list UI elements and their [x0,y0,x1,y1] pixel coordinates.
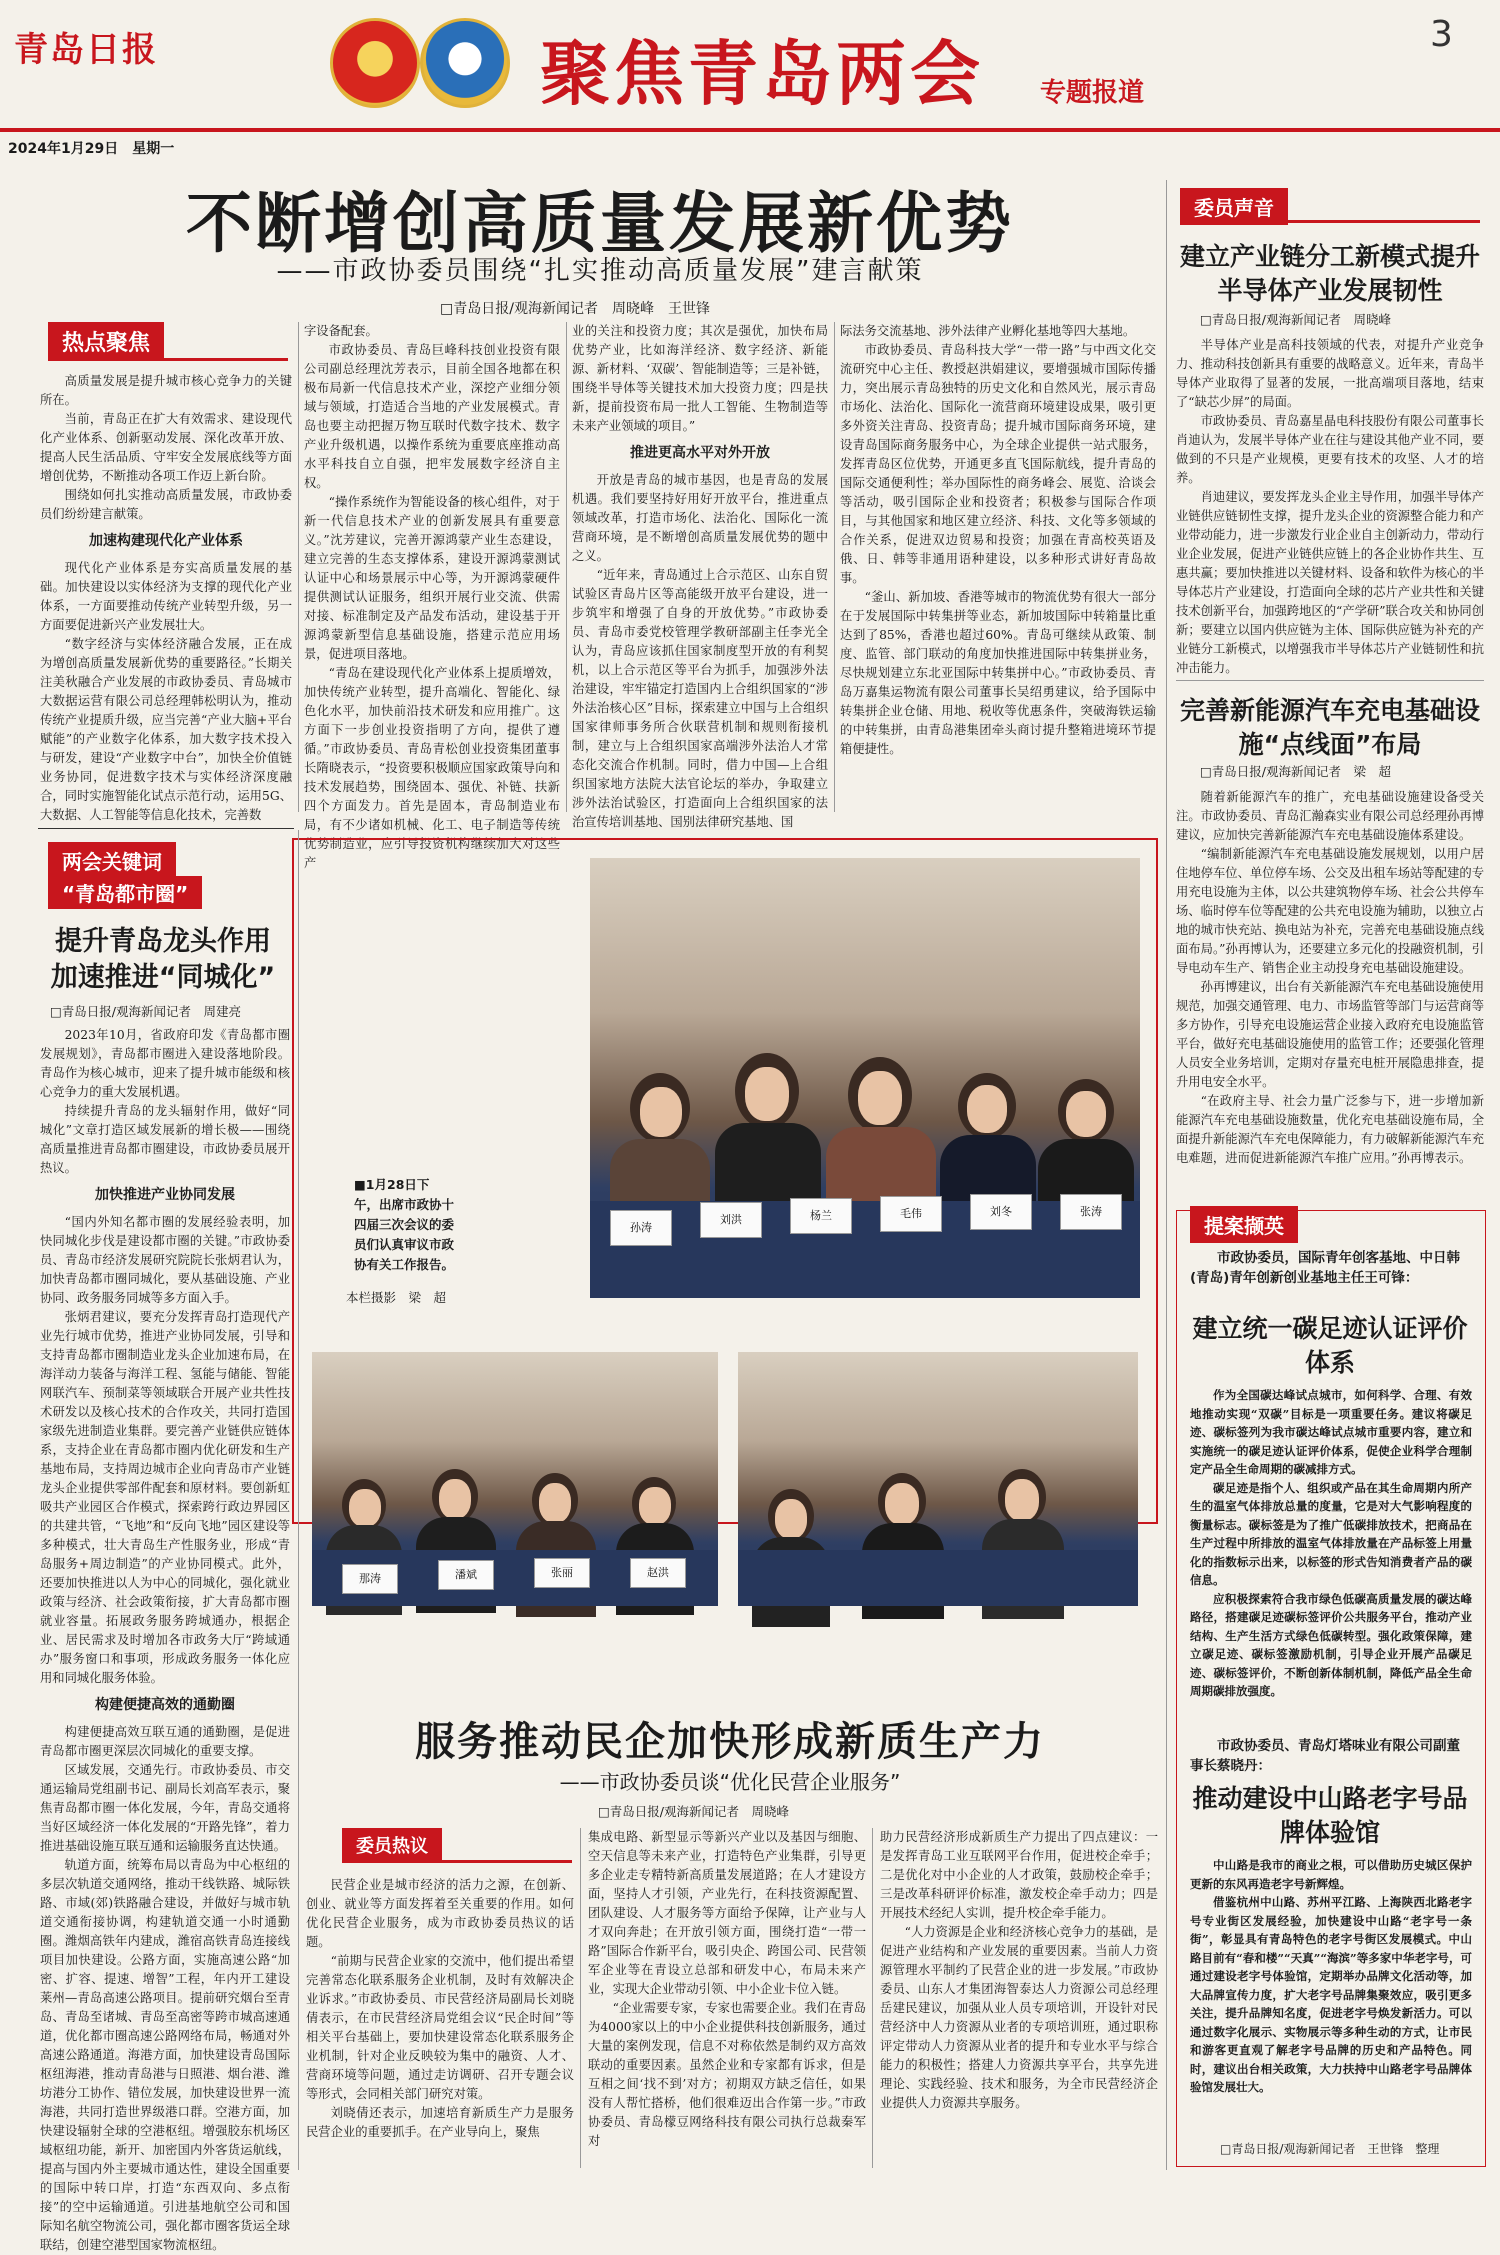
voices-rule [1180,220,1480,223]
paragraph: “国内外知名都市圈的发展经验表明，加快同城化步伐是建设都市圈的关键。”市政协委员、青岛市经济发展研究院院长张炳君认为，加快青岛都市圈同城化，要从基础设施、产业协同、政务服务同城等多方面入手。 [40,1215,290,1305]
paragraph: 围绕如何扎实推动高质量发展，市政协委员们纷纷建言献策。 [40,488,292,521]
photo-caption: ■1月28日下午，出席市政协十四届三次会议的委员们认真审议市政协有关工作报告。 [354,1177,455,1272]
keyword-byline: □青岛日报/观海新闻记者 周建亮 [50,1004,242,1019]
lead-column-3 [572,322,828,829]
section-rule [1176,680,1484,681]
paragraph: “编制新能源汽车充电基础设施发展规划，以用户居住地停车位、单位停车场、公交及出租车场站等配建的专用充电设施为主体，以公共建筑物停车场、社会公共停车场、临时停车位等配建的公共充电设施为辅助，以独立占地的城市快充站、换电站为补充，完善充电基础设施点线面布局。”孙再博认为，还要建立多元化的投融资机制，引导电动车生产、销售企业主动投身充电基础设施建设。 [1176,847,1484,975]
name-card: 张涛 [1060,1194,1122,1230]
proposal-2-author: 市政协委员、青岛灯塔味业有限公司副董事长蔡晓丹： [1190,1738,1460,1774]
lead-column-2 [304,322,560,870]
name-card: 张丽 [534,1558,590,1588]
subheading: 加快推进产业协同发展 [95,1187,235,1203]
column-divider [566,322,567,812]
paragraph: 助力民营经济形成新质生产力提出了四点建议：一是发挥青岛工业互联网平台作用，促进校企牵手；二是优化对中小企业的人才政策，鼓励校企牵手；三是改革科研评价标准，激发校企牵手动力；四是开展技术经纪人实训，提升校企牵手能力。 [880,1830,1158,1920]
header-rule [0,128,1500,132]
voices-article-2-byline: □青岛日报/观海新闻记者 梁 超 [1200,764,1392,779]
paragraph: “人力资源是企业和经济核心竞争力的基础，是促进产业结构和产业发展的重要因素。当前人力资源管理水平制约了民营企业的进一步发展。”市政协委员、山东人才集团海智泰达人力资源公司总经理岳建民建议，加强从业人员专项培训，开设针对民营经济中人力资源从业者的专项培训班，通过职称评定带动人力资源从业者的提升和专业水平与综合能力的积极性；搭建人力资源共享平台，共享先进理论、实践经验、技术和服务，为全市民营经济企业提供人力资源共享服务。 [880,1925,1158,2110]
name-card: 毛伟 [880,1196,942,1232]
paragraph: “数字经济与实体经济融合发展，正在成为增创高质量发展新优势的重要路径。”长期关注美秋融合产业发展的市政协委员、青岛城市大数据运营有限公司总经理韩松明认为，推动传统产业提质升级，应当完善“产业大脑+平台赋能”的产业数字化体系，加大数字技术投入与研发，建设“产业数字中台”，加快全价值链业务协同，促进数字技术与实体经济深度融合，同时实施智能化试点示范行动，运用5G、大数据、人工智能等信息化技术，完善数 [40,637,292,822]
keyword-tag: 两会关键词 [48,842,176,879]
subheading: 构建便捷高效的通勤圈 [95,1697,235,1713]
paragraph: 区域发展，交通先行。市政协委员、市交通运输局党组副书记、副局长刘高军表示，聚焦青岛都市圈一体化发展，今年，青岛交通将当好区域经济一体化发展的“开路先锋”，着力推进基础设施互联互通和运输服务直达快通。 [40,1763,290,1853]
private-column-1 [306,1876,574,2166]
lead-byline: □青岛日报/观海新闻记者 周晓峰 王世锋 [440,301,710,317]
column-divider [1166,180,1167,2170]
section-rule [38,828,294,829]
paragraph: 碳足迹是指个人、组织或产品在其生命周期内所产生的温室气体排放总量的度量，它是对大气影响程度的衡量标志。碳标签是为了推广低碳排放技术，把商品在生产过程中所排放的温室气体排放量在产品标签上用量化的指数标示出来，以标签的形式告知消费者产品的碳信息。 [1190,1480,1472,1587]
paragraph: 开放是青岛的城市基因，也是青岛的发展机遇。我们要坚持好用好开放平台，推进重点领域改革，打造市场化、法治化、国际化一流营商环境，是不断增创高质量发展优势的题中之义。 [572,473,828,563]
left-photo [312,1352,718,1606]
voices-tag: 委员声音 [1180,188,1288,225]
paragraph: 市政协委员、青岛科技大学“一带一路”与中西文化交流研究中心主任、教授赵洪娟建议，要增强城市国际传播力，突出展示青岛独特的历史文化和自然风光，展示青岛市场化、法治化、国际化一流营商环境建设成果，吸引更多外资关注青岛、投资青岛；提升城市国际商务环境，建设青岛国际商务服务中心，为全球企业提供一站式服务，发挥青岛区位优势，开通更多直飞国际航线，提升青岛的国际交通便利性；举办国际性的商务峰会、展览、洽谈会等活动，吸引国际企业和投资者；积极参与国际合作项目，与其他国家和地区建立经济、科技、文化等多领域的合作关系，促进双边贸易和投资；加强在青高校英语及俄、日、韩等非通用语种建设，以多种形式讲好青岛故事。 [840,343,1156,585]
page-number: 3 [1430,14,1453,55]
private-tag: 委员热议 [342,1828,442,1862]
section-banner: 聚焦青岛两会 [540,32,984,115]
paragraph: “企业需要专家，专家也需要企业。我们在青岛为4000家以上的中小企业提供科技创新服务，通过大量的案例发现，信息不对称依然是制约双方高效联动的重要因素。虽然企业和专家都有诉求，但是互相之间‘找不到’对方；初期双方缺乏信任，如果没有人帮忙搭桥，他们很难迈出合作第一步。”市政协委员、青岛檬豆网络科技有限公司执行总裁秦军对 [588,2001,866,2148]
lead-title: 不断增创高质量发展新优势 [186,185,1014,262]
column-divider [872,1828,873,2168]
conference-table [738,1550,1138,1606]
column-divider [298,830,299,2170]
paragraph: 孙再博建议，出台有关新能源汽车充电基础设施使用规范，加强交通管理、电力、市场监管等部门与运营商等多方协作，引导充电设施运营企业接入政府充电设施监管平台，做好充电基础设施使用的监管工作；还要强化管理人员安全业务培训，定期对存量充电桩开展隐患排查，提升用电安全水平。 [1176,980,1484,1089]
column-divider [580,1828,581,2168]
private-rule [342,1860,572,1863]
proposal-2-title: 推动建设中山路老字号品牌体验馆 [1192,1784,1468,1847]
paragraph: “操作系统作为智能设备的核心组件，对于新一代信息技术产业的创新发展具有重要意义。”沈芳建议，完善开源鸿蒙产业生态建设，建立完善的生态支撑体系，建设开源鸿蒙测试认证中心和场景展示中心等，为开源鸿蒙硬件提供测试认证服务，组织开展行业交流、供需对接、标准制定及产品发布活动，建设基于开源鸿蒙新型信息基础设施，搭建示范应用场景，促进项目落地。 [304,495,560,661]
paragraph: 市政协委员、青岛嘉星晶电科技股份有限公司董事长肖迪认为，发展半导体产业在往与建设其他产业不同，要做到的不只是产业规模，更要有技术的攻坚、人才的培养。 [1176,414,1484,485]
paragraph: 集成电路、新型显示等新兴产业以及基因与细胞、空天信息等未来产业，打造特色产业集群，引导更多企业走专精特新高质量发展道路；在人才建设方面，坚持人才引领，产业先行，在科技资源配置、团队建设、人才服务等方面给予保障，让产业与人才双向奔赴；在开放引领方面，围绕打造“一带一路”国际合作新平台，吸引央企、跨国公司、民营领军企业等在青设立总部和研发中心，布局未来产业，实现大企业带动引领、中小企业卡位入链。 [588,1830,866,1996]
lead-subtitle: ——市政协委员围绕“扎实推动高质量发展”建言献策 [276,256,924,286]
voices-article-2-body [1176,788,1484,1208]
voices-article-1-title: 建立产业链分工新模式提升半导体产业发展韧性 [1180,242,1481,305]
paragraph: “青岛在建设现代化产业体系上提质增效，加快传统产业转型，提升高端化、智能化、绿色化水平，加快前沿技术研发和应用推广。这方面下一步创业投资指明了方向，提供了遵循。”市政协委员、青岛青松创业投资集团董事长隋晓表示，“投资要积极顺应国家政策导向和技术发展趋势，围绕固本、强优、补链、扶新四个方面发力。首先是固本，青岛制造业布局，有不少诸如机械、化工、电子制造等传统优势制造业，应引导投资机构继续加大对这些产 [304,666,560,870]
paragraph: “釜山、新加坡、香港等城市的物流优势有很大一部分在于发展国际中转集拼等业态，新加坡国际中转箱量比重达到了85%，香港也超过60%。青岛可继续从政策、制度、监管、部门联动的角度加快推进国际中转集拼业务，尽快规划建立东北亚国际中转集拼中心。”市政协委员、青岛万嘉集运物流有限公司董事长吴绍勇建议，给予国际中转集拼企业仓储、用地、税收等优惠条件，突破海铁运输的中转集拼，由青岛港集团牵头商讨提升整箱进境环节提箱便捷性。 [840,590,1156,756]
private-byline: □青岛日报/观海新闻记者 周晓峰 [598,1804,790,1819]
private-subtitle: ——市政协委员谈“优化民营企业服务” [559,1770,901,1794]
voices-article-2-title: 完善新能源汽车充电基础设施“点线面”布局 [1180,696,1481,759]
right-photo [738,1352,1138,1606]
special-report-label: 专题报道 [1040,78,1145,108]
subheading: 推进更高水平对外开放 [630,445,770,461]
name-card: 刘洪 [700,1202,762,1238]
hot-topic-rule [48,358,288,361]
paragraph: 持续提升青岛的龙头辐射作用，做好“同城化”文章打造区域发展新的增长极——围绕高质量推进青岛都市圈建设，市政协委员展开热议。 [40,1104,290,1175]
cppcc-emblem-icon [420,18,510,108]
paragraph: 肖迪建议，要发挥龙头企业主导作用，加强半导体产业链供应链韧性支撑，提升龙头企业的资源整合能力和产业带动能力，进一步激发行业企业自主创新动力，带动行业企业发展，促进产业链供应链上的各企业协作共生、互惠共赢；要加快推进以关键材料、设备和软件为核心的半导体芯片产业建设，打造面向全球的芯片产业共性和关键技术创新平台，加强跨地区的“产学研”联合攻关和协同创新；要建立以国内供应链为主体、国际供应链为补充的产业链分工新模式，以增强我市半导体芯片产业链韧性和抗冲击能力。 [1176,490,1484,675]
lead-column-1 [40,372,292,822]
proposal-2-body [1190,1856,1472,2134]
paragraph: 当前，青岛正在扩大有效需求、建设现代化产业体系、创新驱动发展、深化改革开放、提高人民生活品质、守牢安全发展底线等方面增创优势，不断推动各项工作迈上新台阶。 [40,412,292,483]
voices-article-1-body [1176,336,1484,676]
proposal-1-author: 市政协委员，国际青年创客基地、中日韩(青岛)青年创新创业基地主任王可锋： [1190,1250,1460,1286]
subheading: 加速构建现代化产业体系 [89,533,243,549]
name-card: 杨兰 [790,1198,852,1234]
paragraph: 作为全国碳达峰试点城市，如何科学、合理、有效地推动实现“双碳”目标是一项重要任务。建议将碳足迹、碳标签列为我市碳达峰试点城市重要内容，建立和实施统一的碳足迹认证评价体系，促使企业科学合理制定产品全生命周期的碳减排方式。 [1190,1388,1472,1476]
lead-column-4 [840,322,1156,812]
proposal-1-body [1190,1386,1472,1724]
paragraph: 民营企业是城市经济的活力之源，在创新、创业、就业等方面发挥着至关重要的作用。如何优化民营企业服务，成为市政协委员热议的话题。 [306,1878,574,1949]
column-divider [298,322,299,812]
paragraph: “在政府主导、社会力量广泛参与下，进一步增加新能源汽车充电基础设施数量，优化充电基础设施布局，全面提升新能源汽车充电保障能力，有力破解新能源汽车充电难题，进而促进新能源汽车推广应用。”孙再博表示。 [1176,1094,1484,1165]
paper-name: 青岛日报 [14,30,158,70]
name-card: 刘冬 [970,1194,1032,1230]
voices-article-1-byline: □青岛日报/观海新闻记者 周晓峰 [1200,312,1392,327]
paragraph: 业的关注和投资力度；其次是强优，加快布局优势产业，比如海洋经济、数字经济、新能源、新材料、‘双碳’、智能制造等；三是补链，围绕半导体等关键技术加大投资力度；四是扶新，提前投资布局一批人工智能、生物制造等未来产业领域的项目。” [572,324,828,433]
proposals-editor: □青岛日报/观海新闻记者 王世锋 整理 [1220,2142,1440,2156]
paragraph: 高质量发展是提升城市核心竞争力的关键所在。 [40,374,292,407]
private-column-3 [880,1828,1158,2166]
dateline: 2024年1月29日 星期一 [8,141,175,157]
paragraph: 字设备配套。 [304,324,378,338]
paragraph: 张炳君建议，要充分发挥青岛打造现代产业先行城市优势，推进产业协同发展，引导和支持青岛都市圈制造业龙头企业加速布局，在海洋动力装备与海洋工程、氢能与储能、智能网联汽车、预制菜等领域联合开展产业共性技术研发以及核心技术的合作攻关，共同打造国家级先进制造业集群。要完善产业链供应链体系，支持企业在青岛都市圈内优化研发和生产基地布局，支持周边城市企业向青岛市产业链龙头企业提供零部件配套和原材料。要创新虹吸共产业园区合作模式，探索跨行政边界园区的共建共管，“飞地”和“反向飞地”园区建设等多种模式，壮大青岛生产性服务业，形成“青岛服务+周边制造”的产业协同模式。此外，还要加快推进以人为中心的同城化，强化就业政策与经济、社会政策衔接，扩大青岛都市圈就业容量。拓展政务服务跨城通办，根据企业、居民需求及时增加各市政务大厅“跨域通办”服务窗口和事项，形成政务服务一体化应用和同城化服务体验。 [40,1310,290,1685]
photo-credit: 本栏摄影 梁 超 [346,1290,447,1305]
paragraph: 随着新能源汽车的推广，充电基础设施建设备受关注。市政协委员、青岛汇瀚森实业有限公司总经理孙再博建议，应加快完善新能源汽车充电基础设施体系建设。 [1176,790,1484,842]
paragraph: 应积极探索符合我市绿色低碳高质量发展的碳达峰路径，搭建碳足迹碳标签评价公共服务平台，推动产业结构、生产生活方式绿色低碳转型。强化政策保障，建立碳足迹、碳标签激励机制，引导企业开展产品碳足迹、碳标签评价，不断创新体制机制，降低产品全生命周期碳排放强度。 [1190,1591,1472,1698]
paragraph: 中山路是我市的商业之根，可以借助历史城区保护更新的东风再造老字号新辉煌。 [1190,1858,1472,1891]
proposal-1-title: 建立统一碳足迹认证评价体系 [1192,1314,1468,1377]
paragraph: 借鉴杭州中山路、苏州平江路、上海陕西北路老字号专业街区发展经验，加快建设中山路“老字号一条街”，彰显具有青岛特色的老字号街区发展模式。中山路目前有“春和楼”“天真”“海滨”等多家中华老字号，可通过建设老字号体验馆，定期举办品牌文化活动等，加大品牌宣传力度，扩大老字号品牌集聚效应，吸引更多关注，提升品牌知名度，促进老字号焕发新活力。可以通过数字化展示、实物展示等多种生动的方式，让市民和游客更直观了解老字号品牌的历史和产品特色。同时，建议出台相关政策，大力扶持中山路老字号品牌体验馆发展壮大。 [1190,1895,1472,2094]
private-column-2 [588,1828,866,2166]
paragraph: 构建便捷高效互联互通的通勤圈，是促进青岛都市圈更深层次同城化的重要支撑。 [40,1725,290,1758]
paragraph: 轨道方面，统筹布局以青岛为中心枢纽的多层次轨道交通网络，推动干线铁路、城际铁路、市域(郊)铁路融合建设，并做好与城市轨道交通衔接协调，构建轨道交通一小时通勤圈。潍烟高铁年内建成，潍宿高铁青岛连接线项目加快建设。公路方面，实施高速公路“加密、扩容、提速、增智”工程，年内开工建设莱州—青岛高速公路项目。提前研究烟台至青岛、青岛至诸城、青岛至高密等跨市城高速通道，优化都市圈高速公路网络布局，畅通对外高速公路通道。海港方面，加快建设青岛国际枢纽海港，推动青岛港与日照港、烟台港、潍坊港分工协作、错位发展，加快建设世界一流海港，共同打造世界级港口群。空港方面，加快建设辐射全球的空港枢纽。增强胶东机场区域枢纽功能，新开、加密国内外客货运航线，提高与国内外主要城市通达性，建设全国重要的国际中转口岸，打造“东西双向、多点衔接”的空中运输通道。引进基地航空公司和国际知名航空物流公司，强化都市圈客货运全球联结，创建空港型国家物流枢纽。 [40,1858,290,2252]
proposals-tag: 提案撷英 [1190,1206,1298,1243]
keyword-title: 提升青岛龙头作用加速推进“同城化” [50,926,276,993]
column-divider [834,322,835,812]
paragraph: 刘晓倩还表示，加速培育新质生产力是服务民营企业的重要抓手。在产业导向上，聚焦 [306,2106,574,2139]
paragraph: 现代化产业体系是夯实高质量发展的基础。加快建设以实体经济为支撑的现代化产业体系，一方面要推动传统产业转型升级，另一方面要促进新兴产业发展壮大。 [40,561,292,632]
keyword-body [40,1026,290,2252]
name-card: 潘斌 [438,1560,494,1590]
paragraph: 际法务交流基地、涉外法律产业孵化基地等四大基地。 [840,324,1136,338]
paragraph: 2023年10月，省政府印发《青岛都市圈发展规划》，青岛都市圈进入建设落地阶段。青岛作为核心城市，迎来了提升城市能级和核心竞争力的重大发展机遇。 [40,1028,290,1099]
name-card: 孙涛 [610,1210,672,1246]
hot-topic-tag: 热点聚焦 [48,322,164,361]
paragraph: “近年来，青岛通过上合示范区、山东自贸试验区青岛片区等高能级开放平台建设，进一步筑牢和增强了自身的开放优势。”市政协委员、青岛市委党校管理学教研部副主任李光全认为，青岛应该抓住国家制度型开放的有利契机，以上合示范区等平台为抓手，加强涉外法治建设，牢牢锚定打造国内上合组织国家的“涉外法治核心区”目标，探索建立中国与上合组织国家律师事务所合伙联营机制和规则衔接机制，建立与上合组织国家高端涉外法治人才常态化交流合作机制。同时，借力中国—上合组织国家地方法院大法官论坛的举办，争取建立涉外法治试验区，打造面向上合组织国家的法治宣传培训基地、国别法律研究基地、国 [572,568,828,829]
private-title: 服务推动民企加快形成新质生产力 [415,1719,1045,1765]
main-photo [590,858,1140,1298]
name-card: 那涛 [342,1564,398,1594]
name-card: 赵洪 [630,1558,686,1588]
paragraph: “前期与民营企业家的交流中，他们提出希望完善常态化联系服务企业机制，及时有效解决企业诉求。”市政协委员、市民营经济局副局长刘晓倩表示，在市民营经济局党组会议“民企时间”等相关平台基础上，要加快建设常态化联系服务企业机制，针对企业反映较为集中的融资、人才、营商环境等问题，通过走访调研、召开专题会议等形式，会同相关部门研究对策。 [306,1954,574,2101]
paragraph: 半导体产业是高科技领域的代表，对提升产业竞争力、推动科技创新具有重要的战略意义。近年来，青岛半导体产业取得了显著的发展，一批高端项目落地，结束了“缺芯少屏”的局面。 [1176,338,1484,409]
national-emblem-icon [330,18,420,108]
conference-table [590,1201,1140,1298]
masthead [0,0,1500,120]
paragraph: 市政协委员、青岛巨峰科技创业投资有限公司副总经理沈芳表示，目前全国各地都在积极布局新一代信息技术产业，深挖产业细分领域与领域，打造适合当地的产业发展模式。青岛也要主动把握万物互联时代数字技术、数字产业升级机遇，以操作系统为重要底座推动高水平科技自立自强，把牢发展数字经济自主权。 [304,343,560,490]
keyword-word: “青岛都市圈” [48,876,202,909]
